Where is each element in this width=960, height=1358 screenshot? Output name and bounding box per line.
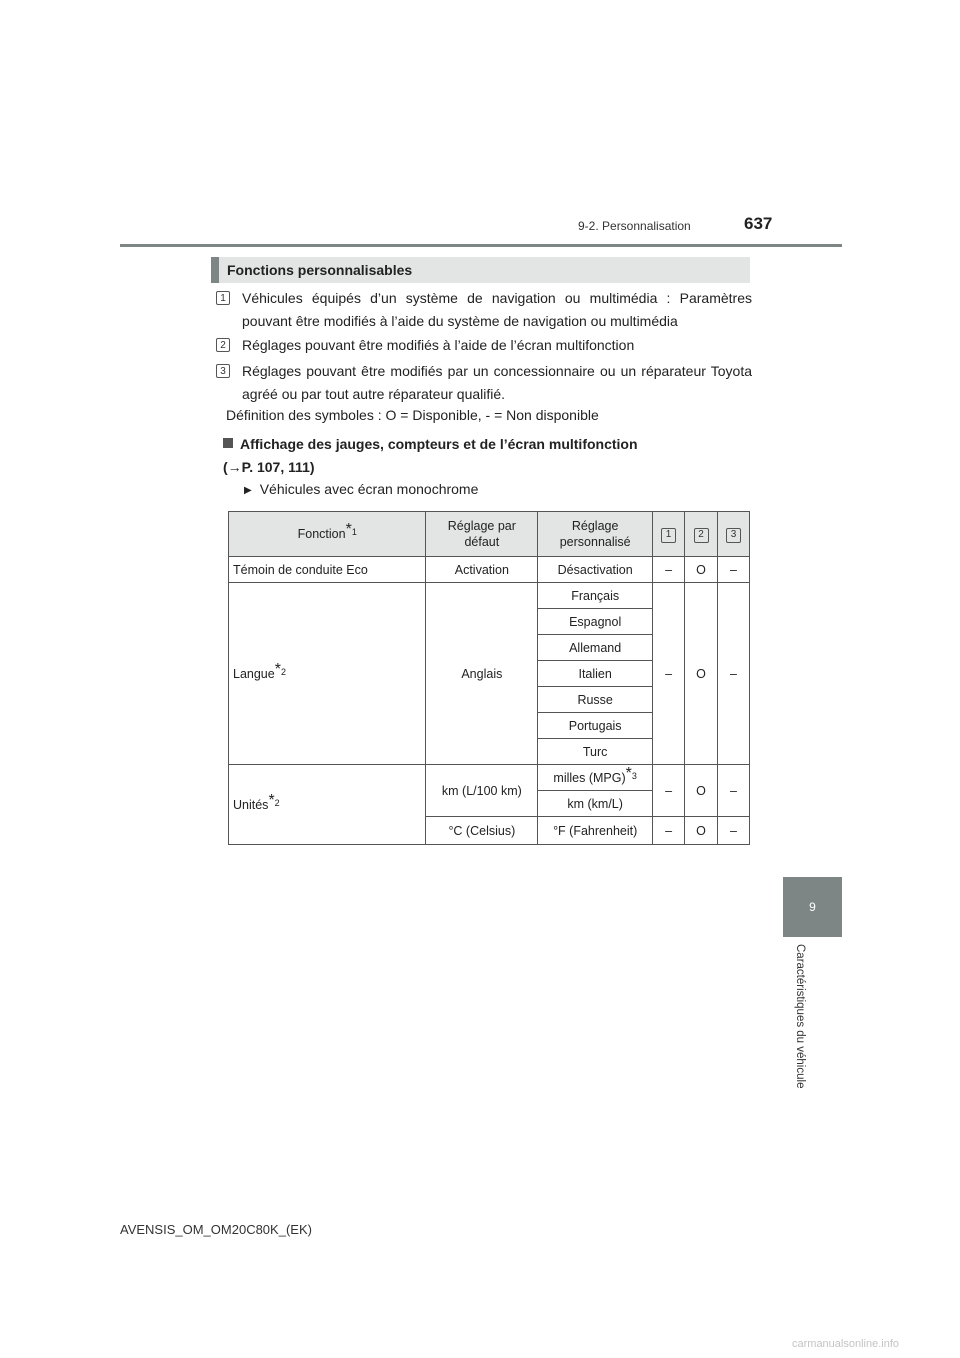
- document-footer: AVENSIS_OM_OM20C80K_(EK): [120, 1222, 312, 1237]
- symbols-definition: Définition des symboles : O = Disponible, - = Non disponible: [226, 407, 599, 423]
- section-title: [211, 257, 750, 283]
- table-row: [229, 557, 750, 583]
- cell-fonction: Langue*$_2$: [229, 583, 426, 765]
- section-title-text: Fonctions personnalisables: [227, 262, 413, 278]
- list-item-text: Réglages pouvant être modifiés par un concessionnaire ou un réparateur Toyota agréé ou par tout autre réparateur qualifié.: [242, 363, 752, 402]
- list-item-text: Véhicules équipés d’un système de navigation ou multimédia : Paramètres pouvant être modifiés à l’aide du système de navigation ou multimédia: [242, 290, 752, 329]
- header-col-2: [685, 512, 718, 557]
- number-badge: 1: [216, 291, 230, 305]
- cell-col-1: –: [653, 765, 685, 817]
- subheading-line1: Affichage des jauges, compteurs et de l’écran multifonction: [240, 436, 638, 452]
- cell-option: Espagnol: [538, 609, 653, 635]
- chapter-tab[interactable]: [783, 877, 842, 937]
- list-item: [216, 287, 752, 333]
- cell-option: Allemand: [538, 635, 653, 661]
- number-badge: 2: [216, 338, 230, 352]
- cell-col-3: –: [718, 557, 750, 583]
- cell-fonction: Unités*$_2$: [229, 765, 426, 845]
- cell-col-1: –: [653, 817, 685, 845]
- number-badge: 2: [694, 528, 709, 543]
- square-bullet-icon: [223, 438, 233, 448]
- cell-option: Italien: [538, 661, 653, 687]
- watermark: carmanualsonline.info: [792, 1338, 900, 1350]
- cell-option: Portugais: [538, 713, 653, 739]
- cell-option: Français: [538, 583, 653, 609]
- cell-col-3: –: [718, 583, 750, 765]
- vehicle-condition-text: Véhicules avec écran monochrome: [259, 481, 479, 497]
- cell-option: Russe: [538, 687, 653, 713]
- cell-col-3: –: [718, 817, 750, 845]
- cell-option: km (km/L): [538, 791, 653, 817]
- header-fonction: Fonction*$_1$: [229, 512, 426, 557]
- number-badge: 1: [661, 528, 676, 543]
- list-item-text: Réglages pouvant être modifiés à l’aide de l’écran multifonction: [242, 337, 635, 353]
- cell-fonction: Témoin de conduite Eco: [229, 557, 426, 583]
- settings-table: [228, 511, 750, 845]
- vehicle-condition: [244, 481, 478, 497]
- subheading: [223, 433, 638, 479]
- cell-col-1: –: [653, 557, 685, 583]
- cell-col-1: –: [653, 583, 685, 765]
- header-col-1: [653, 512, 685, 557]
- number-badge: 3: [216, 364, 230, 378]
- page-number: 637: [744, 214, 773, 233]
- cell-default: Anglais: [426, 583, 538, 765]
- triangle-right-icon: ▶: [244, 485, 252, 496]
- number-badge: 3: [726, 528, 741, 543]
- cell-default: Activation: [426, 557, 538, 583]
- page-reference-link[interactable]: (→P. 107, 111): [223, 459, 315, 475]
- table-row: [229, 765, 750, 791]
- cell-col-2: O: [685, 817, 718, 845]
- chapter-label: Caractéristiques du véhicule: [794, 944, 806, 1089]
- header-col-3: [718, 512, 750, 557]
- header-default: Réglage par défaut: [426, 512, 538, 557]
- cell-default: °C (Celsius): [426, 817, 538, 845]
- cell-col-2: O: [685, 557, 718, 583]
- header-custom: Réglage personnalisé: [538, 512, 653, 557]
- header-section-title: 9-2. Personnalisation: [578, 219, 691, 233]
- list-item: [216, 360, 752, 406]
- cell-col-2: O: [685, 765, 718, 817]
- cell-option: milles $(MPG)^*_3$: [538, 765, 653, 791]
- header-rule: [120, 244, 842, 247]
- cell-custom: Désactivation: [538, 557, 653, 583]
- cell-col-2: O: [685, 583, 718, 765]
- table-header-row: [229, 512, 750, 557]
- cell-col-3: –: [718, 765, 750, 817]
- cell-option: Turc: [538, 739, 653, 765]
- cell-custom: °F (Fahrenheit): [538, 817, 653, 845]
- chapter-number: 9: [809, 900, 816, 914]
- list-item: [216, 334, 752, 357]
- cell-default: km (L/100 km): [426, 765, 538, 817]
- table-row: [229, 583, 750, 609]
